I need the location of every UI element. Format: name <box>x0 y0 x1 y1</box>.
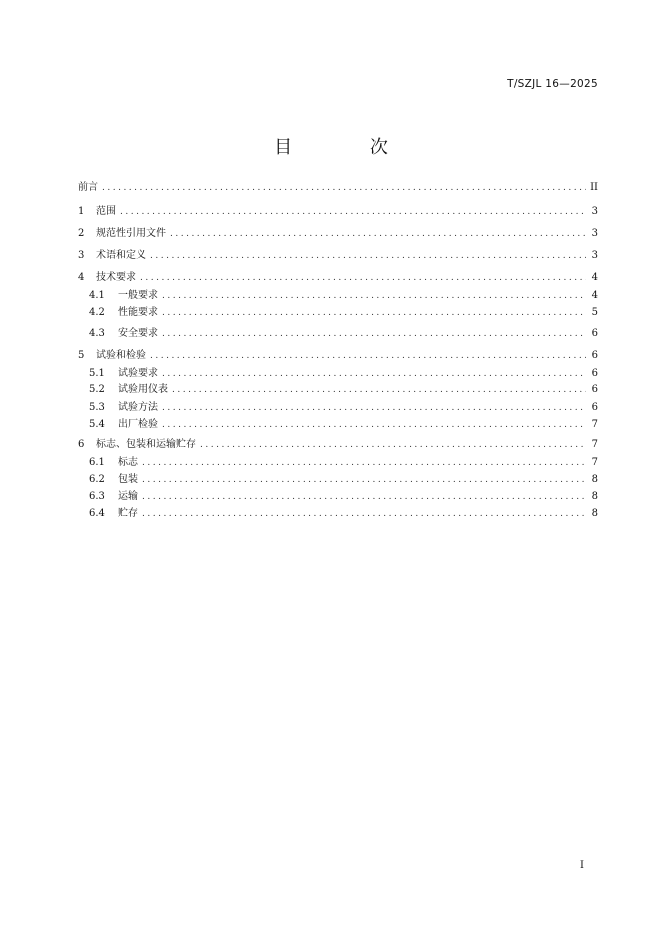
toc-leader-dots <box>150 248 586 264</box>
toc-entry-label: 包装 <box>118 474 138 485</box>
toc-entry[interactable] <box>78 270 598 286</box>
toc-entry-page: 8 <box>591 491 598 502</box>
toc-entry-label: 技术要求 <box>96 272 136 283</box>
toc-entry-label: 标志 <box>118 457 138 468</box>
toc-entry-page: 6 <box>591 384 598 395</box>
toc-entry-number: 5 <box>78 350 85 361</box>
toc-entry[interactable] <box>78 226 598 242</box>
toc-entry[interactable] <box>78 348 598 364</box>
toc-entry[interactable] <box>78 417 598 433</box>
toc-entry-label: 范围 <box>96 206 116 217</box>
toc-entry-page: 8 <box>591 508 598 519</box>
toc-leader-dots <box>142 455 586 471</box>
toc-entry-number: 6.4 <box>89 508 105 519</box>
toc-leader-dots <box>172 382 586 398</box>
toc-entry-number: 5.1 <box>89 368 105 379</box>
toc-entry[interactable] <box>78 204 598 220</box>
toc-entry-page: 5 <box>591 307 598 318</box>
toc-entry[interactable] <box>78 305 598 321</box>
toc-entry-page: 3 <box>591 206 598 217</box>
toc-entry-number: 2 <box>78 228 85 239</box>
toc-entry-number: 6.2 <box>89 474 105 485</box>
toc-entry-label: 性能要求 <box>118 307 158 318</box>
toc-entry-label: 术语和定义 <box>96 250 146 261</box>
toc-entry-page: 3 <box>591 228 598 239</box>
toc-leader-dots <box>102 180 586 196</box>
toc-leader-dots <box>162 400 586 416</box>
toc-entry[interactable] <box>78 366 598 382</box>
page-title: 目 次 <box>274 137 424 158</box>
toc-entry-page: 7 <box>591 457 598 468</box>
toc-leader-dots <box>150 348 586 364</box>
toc-entry-page: 6 <box>591 368 598 379</box>
toc-entry[interactable] <box>78 382 598 398</box>
toc-entry-label: 规范性引用文件 <box>96 228 166 239</box>
toc-leader-dots <box>162 417 586 433</box>
toc-entry[interactable] <box>78 288 598 304</box>
document-code: T/SZJL 16—2025 <box>507 78 598 90</box>
toc-entry[interactable] <box>78 489 598 505</box>
toc-entry-page: 6 <box>591 328 598 339</box>
toc-entry-number: 4 <box>78 272 85 283</box>
toc-entry-label: 一般要求 <box>118 290 158 301</box>
toc-entry[interactable] <box>78 248 598 264</box>
toc-entry-page: 6 <box>591 350 598 361</box>
toc-leader-dots <box>170 226 586 242</box>
toc-leader-dots <box>162 326 586 342</box>
toc-entry-number: 6.3 <box>89 491 105 502</box>
toc-entry-number: 5.2 <box>89 384 105 395</box>
toc-leader-dots <box>140 270 586 286</box>
toc-entry-page: 4 <box>591 272 598 283</box>
toc-entry-label: 运输 <box>118 491 138 502</box>
toc-entry-page: 4 <box>591 290 598 301</box>
toc-entry-label: 试验和检验 <box>96 350 146 361</box>
toc-leader-dots <box>142 472 586 488</box>
toc-entry[interactable] <box>78 437 598 453</box>
toc-entry-number: 4.3 <box>89 328 105 339</box>
toc-entry-label: 前言 <box>78 182 98 193</box>
toc-entry-label: 贮存 <box>118 508 138 519</box>
toc-entry[interactable] <box>78 506 598 522</box>
toc-entry-page: II <box>590 182 598 193</box>
toc-leader-dots <box>162 305 586 321</box>
toc-entry-number: 6.1 <box>89 457 105 468</box>
toc-entry-number: 5.4 <box>89 419 105 430</box>
toc-leader-dots <box>162 288 586 304</box>
toc-entry-number: 4.1 <box>89 290 105 301</box>
toc-entry-number: 3 <box>78 250 85 261</box>
footer-page-number: I <box>580 860 584 871</box>
toc-entry-label: 试验用仪表 <box>118 384 168 395</box>
toc-leader-dots <box>142 506 586 522</box>
toc-entry[interactable] <box>78 400 598 416</box>
toc-leader-dots <box>200 437 586 453</box>
toc-entry-number: 4.2 <box>89 307 105 318</box>
toc-entry-label: 标志、包装和运输贮存 <box>96 439 196 450</box>
toc-entry-page: 3 <box>591 250 598 261</box>
toc-leader-dots <box>120 204 586 220</box>
toc-entry-page: 8 <box>591 474 598 485</box>
toc-entry-label: 安全要求 <box>118 328 158 339</box>
toc-entry[interactable] <box>78 180 598 196</box>
toc-entry-label: 试验方法 <box>118 402 158 413</box>
toc-entry[interactable] <box>78 326 598 342</box>
toc-entry-page: 6 <box>591 402 598 413</box>
toc-entry[interactable] <box>78 455 598 471</box>
toc-leader-dots <box>142 489 586 505</box>
toc-entry-number: 6 <box>78 439 85 450</box>
toc-leader-dots <box>162 366 586 382</box>
toc-entry-label: 出厂检验 <box>118 419 158 430</box>
toc-entry-label: 试验要求 <box>118 368 158 379</box>
toc-entry-number: 5.3 <box>89 402 105 413</box>
toc-entry[interactable] <box>78 472 598 488</box>
toc-entry-page: 7 <box>591 439 598 450</box>
toc-entry-page: 7 <box>591 419 598 430</box>
toc-entry-number: 1 <box>78 206 85 217</box>
